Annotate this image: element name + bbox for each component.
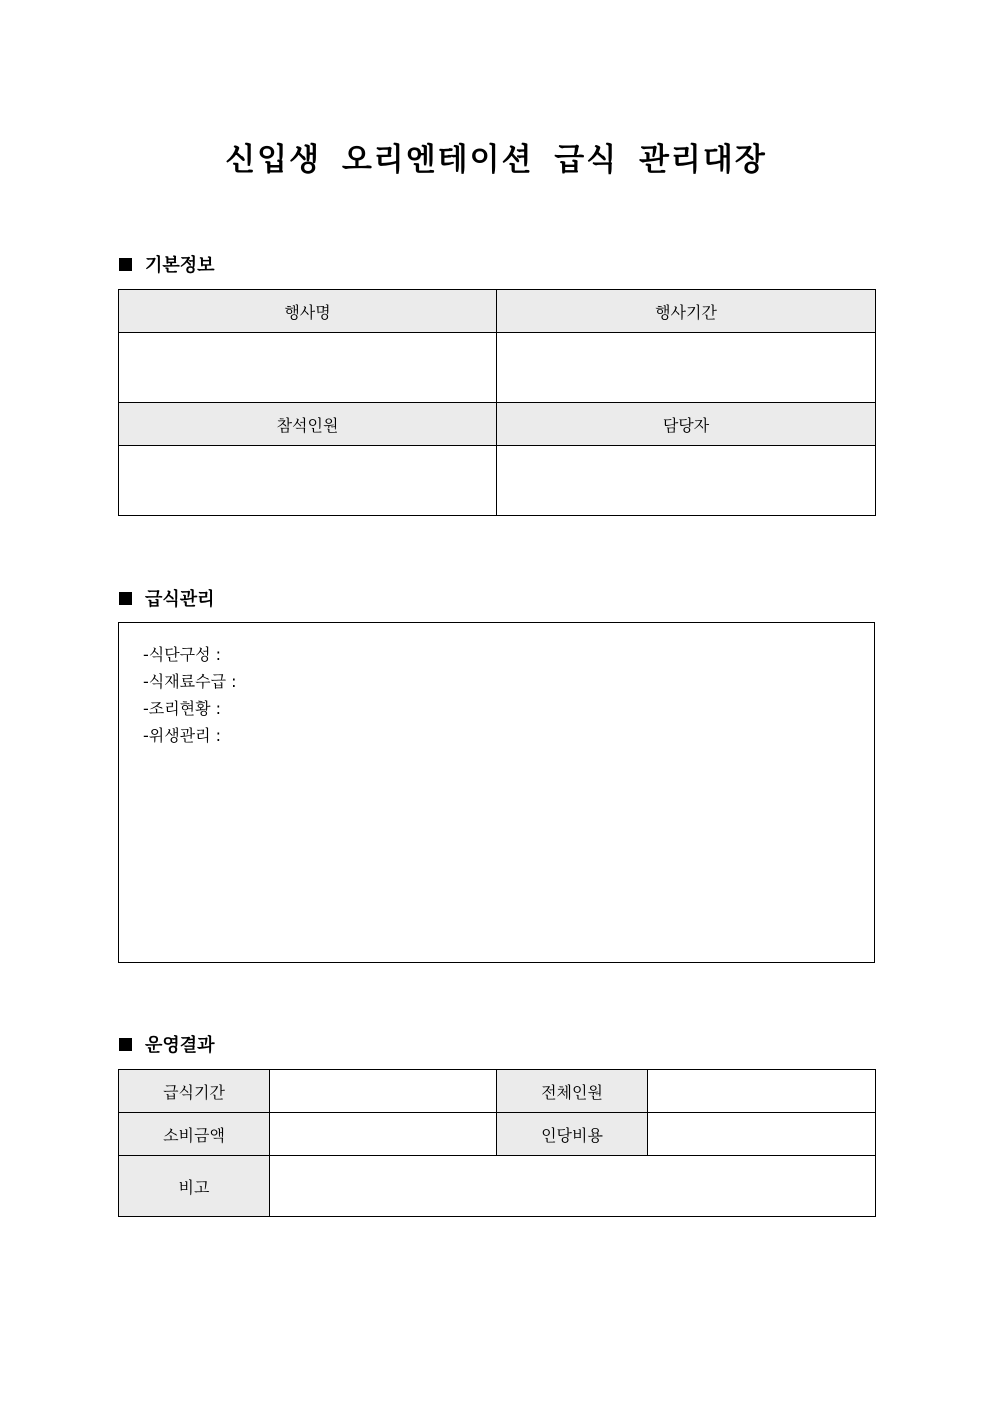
square-bullet-icon [119, 1038, 132, 1051]
event-period-cell[interactable] [497, 333, 876, 403]
ingredient-supply-line: -식재료수급 : [143, 672, 237, 691]
section-heading-operation-result [119, 1032, 215, 1056]
attendees-header: 참석인원 [119, 403, 497, 446]
meal-management-box[interactable] [118, 622, 875, 963]
table-row [119, 333, 876, 403]
section-heading-meal-management [119, 586, 215, 610]
section-heading-label: 운영결과 [145, 1035, 215, 1056]
event-name-cell[interactable] [119, 333, 497, 403]
attendees-cell[interactable] [119, 446, 497, 516]
cost-per-person-label: 인당비용 [497, 1113, 648, 1156]
remarks-cell[interactable] [270, 1156, 876, 1217]
manager-header: 담당자 [497, 403, 876, 446]
operation-result-table [118, 1069, 876, 1217]
table-header-row [119, 403, 876, 446]
section-heading-label: 기본정보 [145, 255, 215, 276]
table-row [119, 1070, 876, 1113]
square-bullet-icon [119, 258, 132, 271]
cooking-status-line: -조리현황 : [143, 699, 222, 718]
total-people-cell[interactable] [648, 1070, 876, 1113]
remarks-label: 비고 [119, 1156, 270, 1217]
meal-management-list [143, 641, 237, 749]
table-row [119, 1156, 876, 1217]
section-heading-basic-info [119, 252, 215, 276]
table-row [119, 1113, 876, 1156]
event-name-header: 행사명 [119, 290, 497, 333]
square-bullet-icon [119, 592, 132, 605]
table-header-row [119, 290, 876, 333]
section-heading-label: 급식관리 [145, 589, 215, 610]
amount-spent-cell[interactable] [270, 1113, 497, 1156]
hygiene-management-line: -위생관리 : [143, 726, 222, 745]
manager-cell[interactable] [497, 446, 876, 516]
event-period-header: 행사기간 [497, 290, 876, 333]
table-row [119, 446, 876, 516]
amount-spent-label: 소비금액 [119, 1113, 270, 1156]
cost-per-person-cell[interactable] [648, 1113, 876, 1156]
menu-composition-line: -식단구성 : [143, 645, 222, 664]
meal-period-label: 급식기간 [119, 1070, 270, 1113]
meal-period-cell[interactable] [270, 1070, 497, 1113]
page-title: 신입생 오리엔테이션 급식 관리대장 [225, 142, 767, 178]
basic-info-table [118, 289, 876, 516]
total-people-label: 전체인원 [497, 1070, 648, 1113]
